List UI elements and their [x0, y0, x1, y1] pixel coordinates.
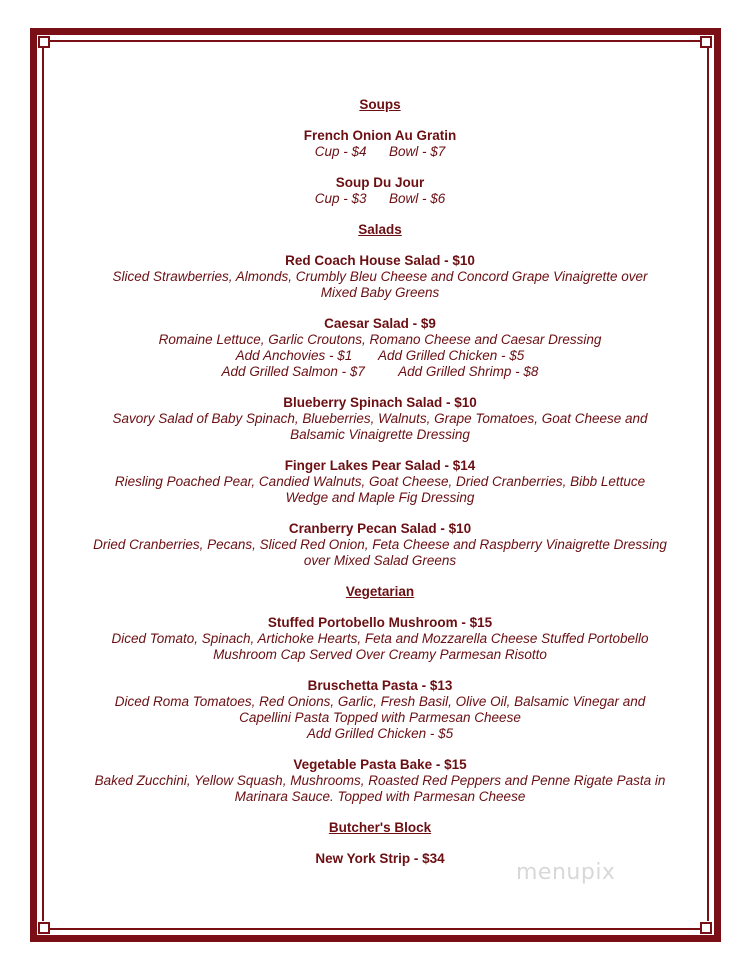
frame-right-border [714, 28, 721, 942]
item-name: Soup Du Jour [335, 175, 425, 190]
watermark-logo: menupix [516, 860, 616, 885]
item-description: Mixed Baby Greens [320, 285, 440, 300]
frame-top-border [30, 28, 721, 35]
menu-item [60, 458, 700, 506]
menu-item [60, 253, 700, 301]
menu-item [60, 521, 700, 569]
item-description: Sliced Strawberries, Almonds, Crumbly Bleu Cheese and Concord Grape Vinaigrette over [112, 269, 648, 284]
item-name: French Onion Au Gratin [303, 128, 457, 143]
item-description: Savory Salad of Baby Spinach, Blueberries, Walnuts, Grape Tomatoes, Goat Cheese and [112, 411, 648, 426]
frame-inner-line-right [707, 48, 709, 921]
item-name: Bruschetta Pasta - $13 [307, 678, 453, 693]
item-description: Capellini Pasta Topped with Parmesan Cheese [239, 710, 521, 725]
item-description: Mushroom Cap Served Over Creamy Parmesan Risotto [213, 647, 547, 662]
item-description: Diced Tomato, Spinach, Artichoke Hearts, Feta and Mozzarella Cheese Stuffed Portobello [111, 631, 649, 646]
menu-item [60, 615, 700, 663]
menu-item [60, 395, 700, 443]
item-description: Cup - $3 Bowl - $6 [314, 191, 446, 206]
item-addon: Add Grilled Salmon - $7 Add Grilled Shrimp - $8 [221, 364, 539, 379]
frame-corner-top-right [700, 36, 712, 48]
section-title: Butcher's Block [328, 820, 432, 835]
item-description: Baked Zucchini, Yellow Squash, Mushrooms, Roasted Red Peppers and Penne Rigate Pasta in [94, 773, 666, 788]
frame-corner-bottom-left [38, 922, 50, 934]
item-description: over Mixed Salad Greens [303, 553, 457, 568]
section-title: Vegetarian [345, 584, 415, 599]
menu-item [60, 757, 700, 805]
item-description: Wedge and Maple Fig Dressing [285, 490, 475, 505]
menu-item [60, 175, 700, 207]
item-name: Vegetable Pasta Bake - $15 [293, 757, 467, 772]
section-title: Salads [358, 222, 402, 237]
frame-bottom-border [30, 935, 721, 942]
item-name: Stuffed Portobello Mushroom - $15 [267, 615, 493, 630]
item-description: Balsamic Vinaigrette Dressing [290, 427, 470, 442]
section-title: Soups [359, 97, 401, 112]
menu-item [60, 128, 700, 160]
item-description: Riesling Poached Pear, Candied Walnuts, Goat Cheese, Dried Cranberries, Bibb Lettuce [114, 474, 646, 489]
section-vegetarian [60, 584, 700, 805]
menu-item [60, 678, 700, 742]
item-description: Cup - $4 Bowl - $7 [314, 144, 446, 159]
frame-corner-top-left [38, 36, 50, 48]
section-salads [60, 222, 700, 569]
item-description: Dried Cranberries, Pecans, Sliced Red Onion, Feta Cheese and Raspberry Vinaigrette Dressing [93, 537, 667, 552]
item-name: Cranberry Pecan Salad - $10 [288, 521, 472, 536]
item-name: Red Coach House Salad - $10 [285, 253, 475, 268]
item-addon: Add Grilled Chicken - $5 [306, 726, 454, 741]
item-name: New York Strip - $34 [315, 851, 445, 866]
frame-inner-line-bottom [50, 928, 701, 930]
frame-corner-bottom-right [700, 922, 712, 934]
frame-left-border [30, 28, 37, 942]
item-description: Diced Roma Tomatoes, Red Onions, Garlic, Fresh Basil, Olive Oil, Balsamic Vinegar and [114, 694, 646, 709]
item-description: Romaine Lettuce, Garlic Croutons, Romano Cheese and Caesar Dressing [158, 332, 602, 347]
menu-body [60, 97, 700, 882]
item-name: Finger Lakes Pear Salad - $14 [284, 458, 476, 473]
item-description: Marinara Sauce. Topped with Parmesan Cheese [234, 789, 526, 804]
frame-inner-line-top [50, 40, 701, 42]
menu-item [60, 316, 700, 380]
item-name: Blueberry Spinach Salad - $10 [283, 395, 477, 410]
item-addon: Add Anchovies - $1 Add Grilled Chicken - $5 [235, 348, 525, 363]
frame-inner-line-left [42, 48, 44, 921]
section-soups [60, 97, 700, 207]
item-name: Caesar Salad - $9 [324, 316, 436, 331]
